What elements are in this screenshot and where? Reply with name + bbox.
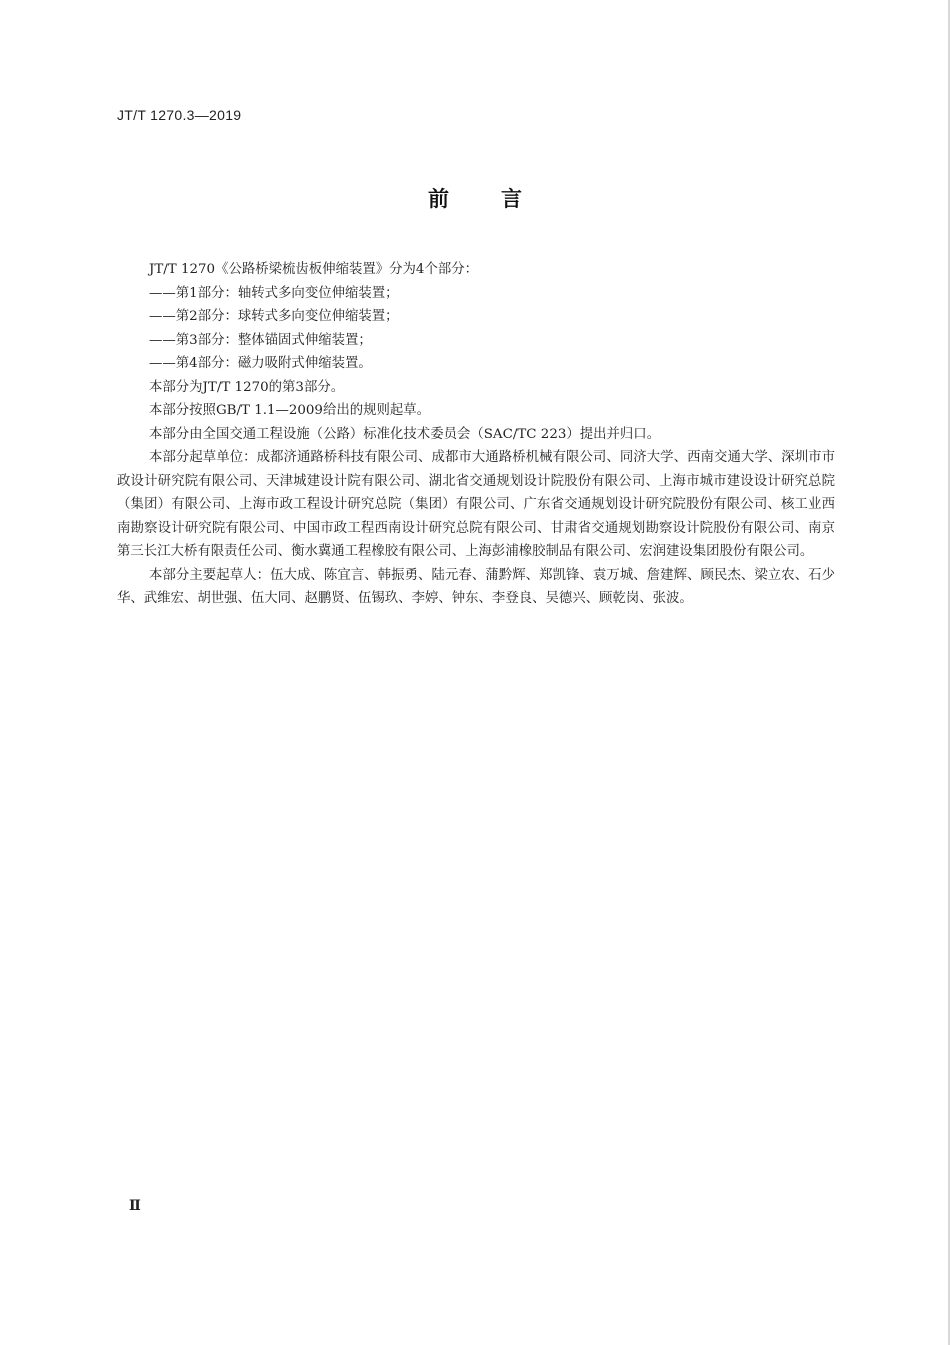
standard-code-header: JT/T 1270.3—2019 [117,107,242,123]
page-title: 前言 [428,187,574,211]
list-item-part-3: ——第3部分：整体锚固式伸缩装置； [149,332,372,348]
paragraph-committee: 本部分由全国交通工程设施（公路）标准化技术委员会（SAC/TC 223）提出并归口。 [149,426,661,442]
foreword-body [117,258,835,611]
list-item-part-1: ——第1部分：轴转式多向变位伸缩装置； [149,285,399,301]
paragraph-drafters: 本部分主要起草人：伍大成、陈宜言、韩振勇、陆元春、蒲黔辉、郑凯锋、袁万城、詹建辉、顾民杰、梁立农、石少华、武维宏、胡世强、伍大同、赵鹏贤、伍锡玖、李婷、钟东、李登良、吴德兴、顾乾岗、张波。 [117,567,835,606]
list-item-part-4: ——第4部分：磁力吸附式伸缩装置。 [149,356,372,371]
page-number: Ⅱ [129,1198,141,1214]
list-item-part-2: ——第2部分：球转式多向变位伸缩装置； [149,309,399,324]
paragraph-drafting-rules: 本部分按照GB/T 1.1—2009给出的规则起草。 [149,403,431,418]
paragraph-this-part: 本部分为JT/T 1270的第3部分。 [149,379,345,395]
paragraph-drafting-units: 本部分起草单位：成都济通路桥科技有限公司、成都市大通路桥机械有限公司、同济大学、西南交通大学、深圳市市政设计研究院有限公司、天津城建设计院有限公司、湖北省交通规划设计院股份有限公司、上海市城市建设设计研究总院（集团）有限公司、上海市政工程设计研究总院（集团）有限公司、广东省交通规划设计研究院股份有限公司、核工业西南勘察设计研究院有限公司、中国市政工程西南设计研究总院有限公司、甘肃省交通规划勘察设计院股份有限公司、南京第三长江大桥有限责任公司、衡水冀通工程橡胶有限公司、上海彭浦橡胶制品有限公司、宏润建设集团股份有限公司。 [117,450,835,559]
paragraph-parts-intro: JT/T 1270《公路桥梁梳齿板伸缩装置》分为4个部分： [149,262,479,277]
